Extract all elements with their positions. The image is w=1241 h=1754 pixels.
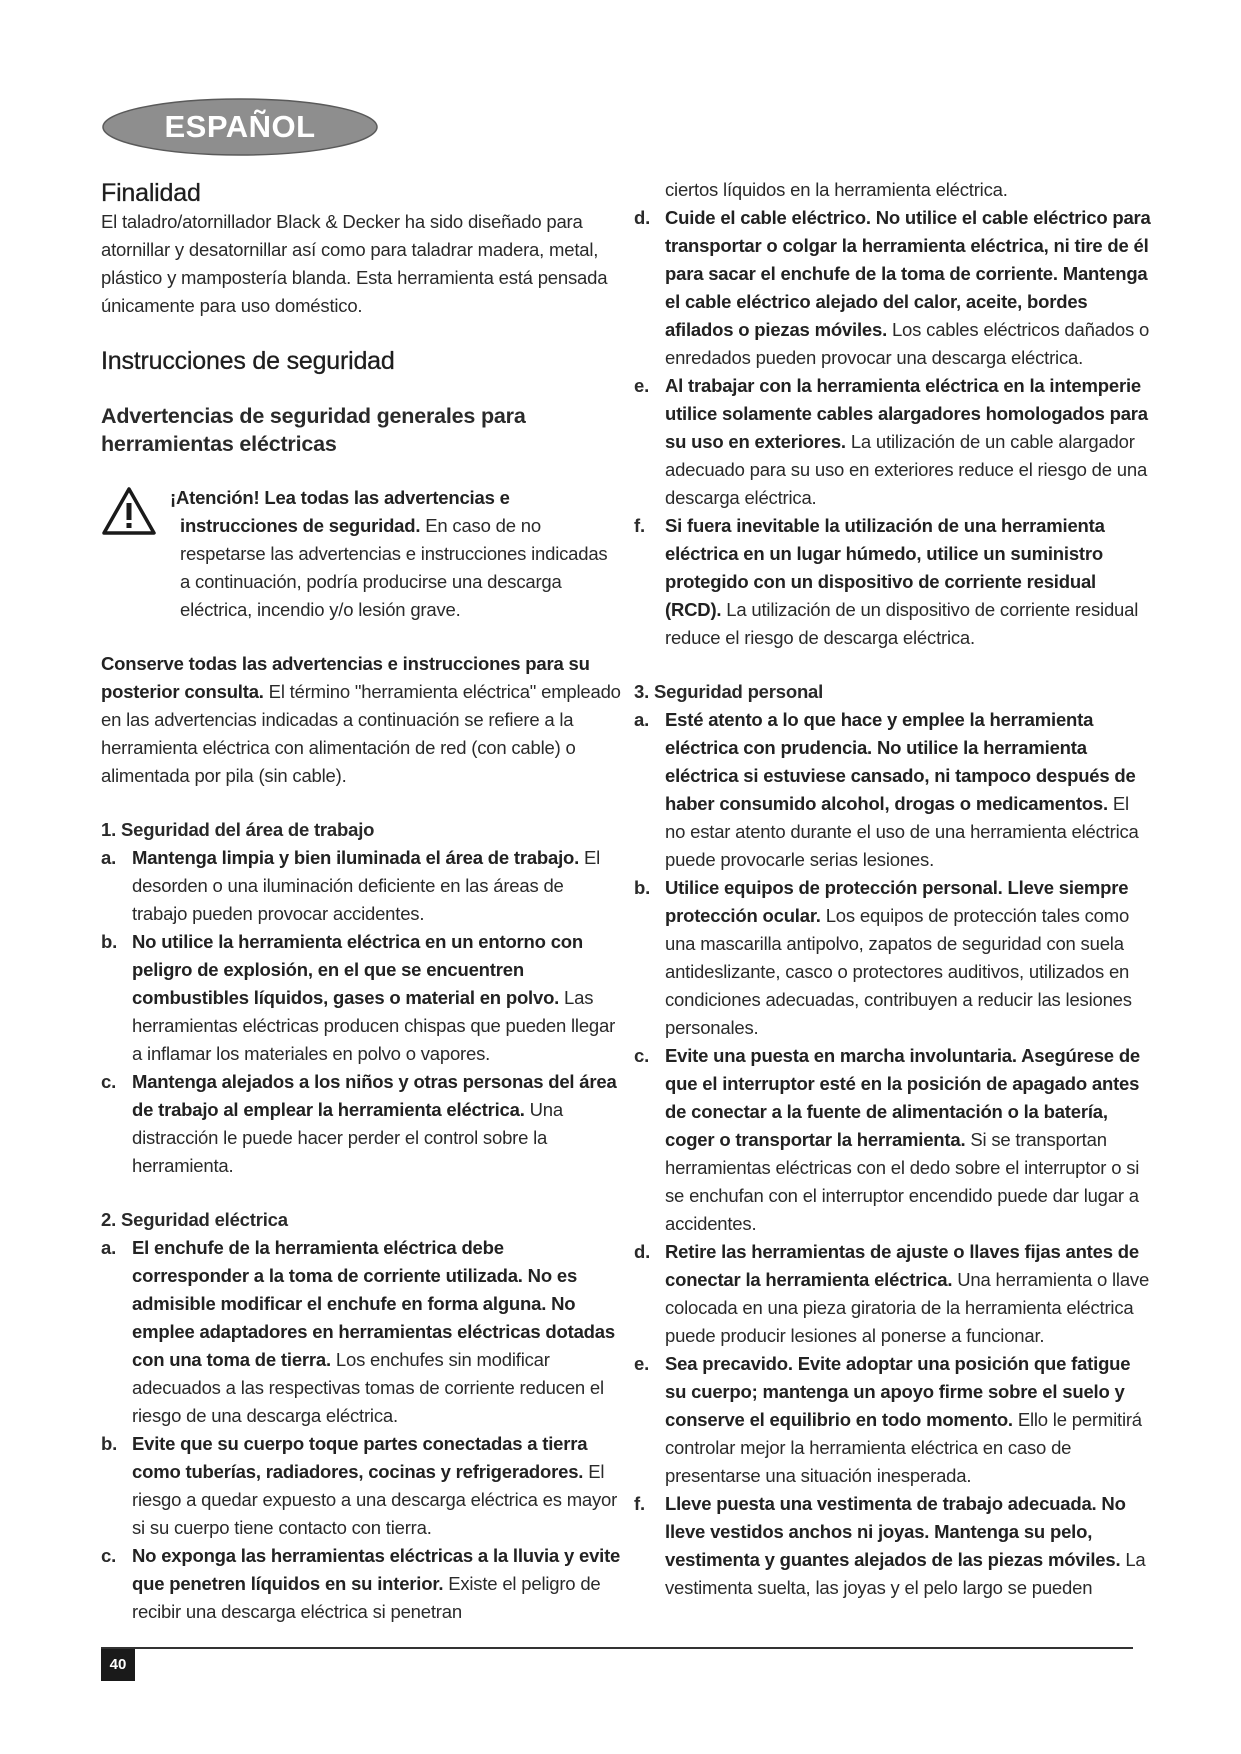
section3-title: 3. Seguridad personal xyxy=(634,681,824,702)
right-column xyxy=(634,176,1152,1602)
list-item: b. No utilice la herramienta eléctrica en un entorno con peligro de explosión, en el que se encuentren combustibles líquidos, gases o material en polvo. Las herramientas eléctricas producen chispas que pueden llegar a inflamar los materiales en polvo o vapores. xyxy=(101,931,616,1064)
list-item: e. Sea precavido. Evite adoptar una posición que fatigue su cuerpo; mantenga un apoyo firme sobre el suelo y conserve el equilibrio en todo momento. Ello le permitirá controlar mejor la herramienta eléctrica en caso de presentarse una situación inesperada. xyxy=(634,1353,1142,1486)
safety-title: Instrucciones de seguridad xyxy=(101,347,395,375)
list-item: a. El enchufe de la herramienta eléctrica debe corresponder a la toma de corriente utilizada. No es admisible modificar el enchufe en forma alguna. No emplee adaptadores en herramientas eléctricas dotadas con una toma de tierra. Los enchufes sin modificar adecuados a las respectivas tomas de corriente reducen el riesgo de una descarga eléctrica. xyxy=(101,1237,615,1426)
conserve-paragraph xyxy=(101,650,621,790)
page-number: 40 xyxy=(101,1649,135,1681)
list-item: f. Lleve puesta una vestimenta de trabajo adecuada. No lleve vestidos anchos ni joyas. Mantenga su pelo, vestimenta y guantes alejados de las piezas móviles. La vestimenta suelta, las joyas y el pelo largo se pueden xyxy=(634,1493,1146,1598)
language-badge xyxy=(100,96,380,158)
general-warnings-title: Advertencias de seguridad generales para herramientas eléctricas xyxy=(101,404,526,456)
list-item: c. No exponga las herramientas eléctricas a la lluvia y evite que penetren líquidos en su interior. Existe el peligro de recibir una descarga eléctrica si penetran xyxy=(101,1545,621,1622)
language-label: ESPAÑOL xyxy=(164,109,316,144)
warning-text xyxy=(170,484,621,624)
conserve-rest: El término "herramienta eléctrica" empleado en las advertencias indicadas a continuación se refiere a la herramienta eléctrica con alimentación de red (con cable) o alimentada por pila (sin cable). xyxy=(101,681,621,786)
list-item: a. Mantenga limpia y bien iluminada el área de trabajo. El desorden o una iluminación deficiente en las áreas de trabajo pueden provocar accidentes. xyxy=(101,847,601,924)
section1-title: 1. Seguridad del área de trabajo xyxy=(101,819,375,840)
list-item: d. Retire las herramientas de ajuste o llaves fijas antes de conectar la herramienta eléctrica. Una herramienta o llave colocada en una pieza giratoria de la herramienta eléctrica puede producir lesiones al ponerse a funcionar. xyxy=(634,1241,1150,1346)
list-item: c. Mantenga alejados a los niños y otras personas del área de trabajo al emplear la herramienta eléctrica. Una distracción le puede hacer perder el control sobre la herramienta. xyxy=(101,1071,617,1176)
list-item: b. Utilice equipos de protección personal. Lleve siempre protección ocular. Los equipos de protección tales como una mascarilla antipolvo, zapatos de seguridad con suela antideslizante, casco o protectores auditivos, utilizados en condiciones adecuadas, contribuyen a reducir las lesiones personales. xyxy=(634,877,1132,1038)
warning-bold: ¡Atención! Lea todas las advertencias e instrucciones de seguridad. xyxy=(170,487,510,536)
finalidad-text: El taladro/atornillador Black & Decker ha sido diseñado para atornillar y desatornillar así como para taladrar madera, metal, plástico y mampostería blanda. Esta herramienta está pensada únicamente para uso doméstico. xyxy=(101,211,608,316)
list-item: d. Cuide el cable eléctrico. No utilice el cable eléctrico para transportar o colgar la herramienta eléctrica, ni tire de él para sacar el enchufe de la toma de corriente. Mantenga el cable eléctrico alejado del calor, aceite, bordes afilados o piezas móviles. Los cables eléctricos dañados o enredados pueden provocar una descarga eléctrica. xyxy=(634,207,1151,368)
continuation-text: ciertos líquidos en la herramienta eléctrica. xyxy=(665,179,1008,200)
conserve-bold: Conserve todas las advertencias e instrucciones para su posterior consulta. xyxy=(101,653,590,702)
list-item: f. Si fuera inevitable la utilización de una herramienta eléctrica en un lugar húmedo, utilice un suministro protegido con un dispositivo de corriente residual (RCD). La utilización de un dispositivo de corriente residual reduce el riesgo de descarga eléctrica. xyxy=(634,515,1139,648)
warning-rest: En caso de no respetarse las advertencias e instrucciones indicadas a continuación, podría producirse una descarga eléctrica, incendio y/o lesión grave. xyxy=(180,515,608,620)
warning-triangle-icon xyxy=(101,486,157,536)
footer-divider xyxy=(101,1647,1133,1649)
finalidad-title: Finalidad xyxy=(101,179,201,207)
list-item: c. Evite una puesta en marcha involuntaria. Asegúrese de que el interruptor esté en la posición de apagado antes de conectar a la fuente de alimentación o la batería, coger o transportar la herramienta. Si se transportan herramientas eléctricas con el dedo sobre el interruptor o si se enchufan con el interruptor encendido puede dar lugar a accidentes. xyxy=(634,1045,1141,1234)
warning-block xyxy=(101,484,621,624)
section2-title: 2. Seguridad eléctrica xyxy=(101,1209,288,1230)
left-column xyxy=(101,178,621,1626)
list-item: a. Esté atento a lo que hace y emplee la herramienta eléctrica con prudencia. No utilice la herramienta eléctrica si estuviese cansado, ni tampoco después de haber consumido alcohol, drogas o medicamentos. El no estar atento durante el uso de una herramienta eléctrica puede provocarle serias lesiones. xyxy=(634,709,1139,870)
list-item: b. Evite que su cuerpo toque partes conectadas a tierra como tuberías, radiadores, cocinas y refrigeradores. El riesgo a quedar expuesto a una descarga eléctrica es mayor si su cuerpo tiene contacto con tierra. xyxy=(101,1433,618,1538)
list-item: e. Al trabajar con la herramienta eléctrica en la intemperie utilice solamente cables alargadores homologados para su uso en exteriores. La utilización de un cable alargador adecuado para su uso en exteriores reduce el riesgo de una descarga eléctrica. xyxy=(634,375,1148,508)
